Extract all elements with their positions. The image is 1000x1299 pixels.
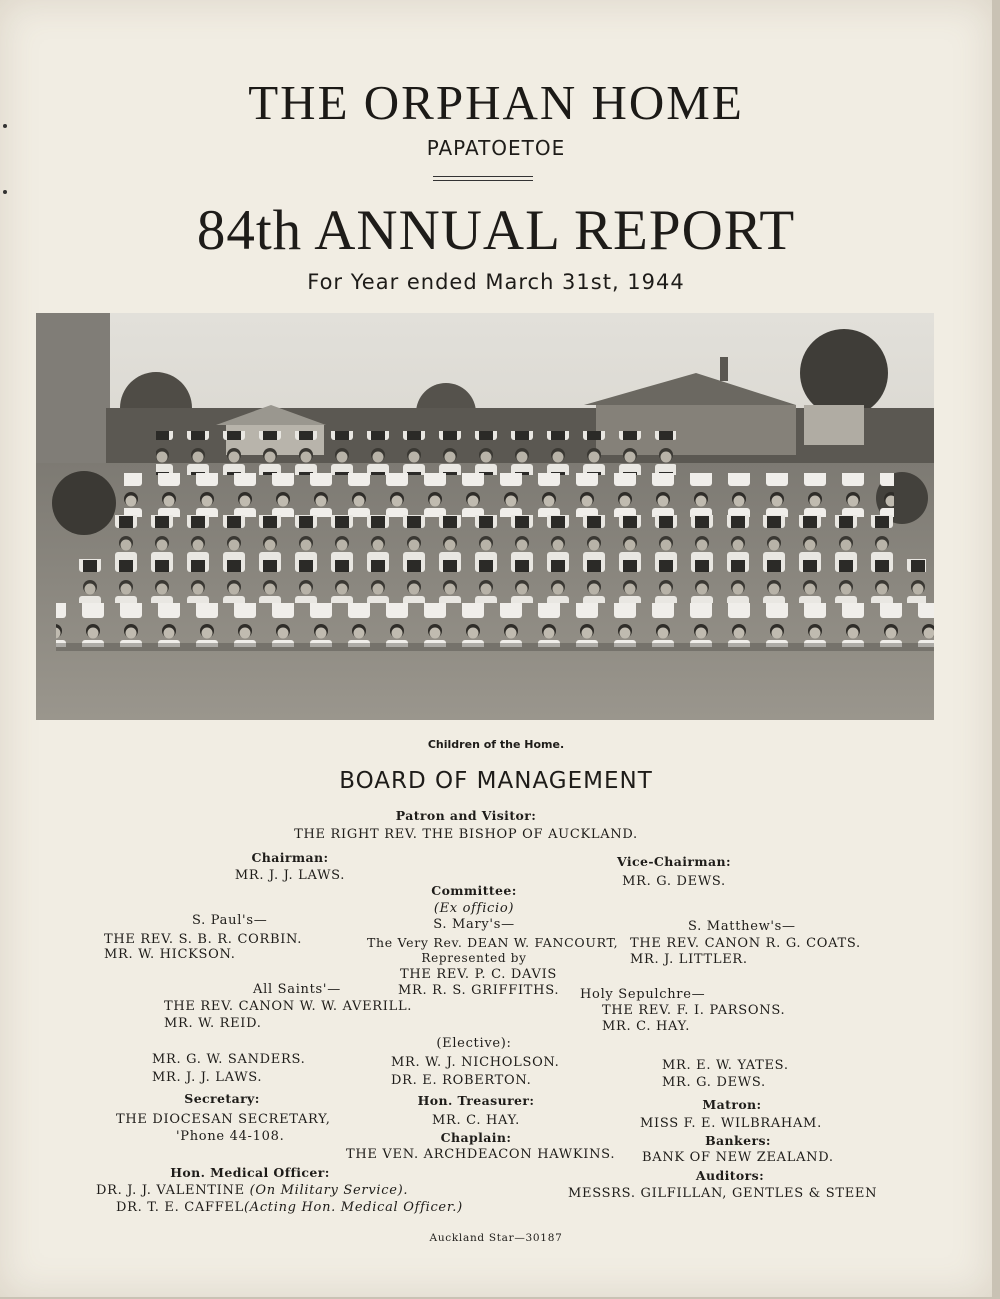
st-marys-member: THE REV. P. C. DAVIS (400, 967, 558, 982)
patron-label: Patron and Visitor: (395, 808, 537, 823)
chaplain-name: THE VEN. ARCHDEACON HAWKINS. (346, 1147, 616, 1162)
report-heading: 84th ANNUAL REPORT (196, 199, 796, 262)
report-year: For Year ended March 31st, 1944 (307, 270, 685, 294)
st-matthews-member: THE REV. CANON R. G. COATS. (630, 936, 861, 951)
st-pauls-label: S. Paul's— (192, 913, 268, 928)
secretary-phone: 'Phone 44-108. (176, 1129, 285, 1144)
photo-caption: Children of the Home. (427, 738, 565, 751)
medical-officer-note: (On Military Service). (249, 1183, 409, 1198)
st-marys-member: MR. R. S. GRIFFITHS. (398, 983, 560, 998)
auditors-label: Auditors: (695, 1168, 765, 1183)
printer-imprint: Auckland Star—30187 (429, 1232, 563, 1244)
group-photo (36, 313, 934, 720)
medical-officer-label: Hon. Medical Officer: (170, 1165, 330, 1180)
double-rule-top (433, 176, 533, 177)
all-saints-member: THE REV. CANON W. W. AVERILL. (164, 999, 413, 1014)
chairman-label: Chairman: (251, 850, 329, 865)
double-rule-bottom (433, 180, 533, 181)
all-saints-member: MR. W. REID. (164, 1016, 262, 1031)
elective-member: MR. J. J. LAWS. (152, 1070, 263, 1085)
ex-officio-label: (Ex officio) (433, 901, 515, 916)
holy-sepulchre-member: MR. C. HAY. (602, 1019, 691, 1034)
st-marys-member: The Very Rev. DEAN W. FANCOURT, (367, 935, 619, 950)
board-heading: BOARD OF MANAGEMENT (339, 768, 653, 794)
elective-member: MR. E. W. YATES. (662, 1058, 789, 1073)
patron-name: THE RIGHT REV. THE BISHOP OF AUCKLAND. (294, 827, 638, 842)
chairman-name: MR. J. J. LAWS. (234, 868, 346, 883)
st-pauls-member: MR. W. HICKSON. (104, 947, 236, 962)
punch-mark (3, 190, 7, 194)
auditors-name: MESSRS. GILFILLAN, GENTLES & STEEN (568, 1186, 878, 1201)
medical-officer-note: (Acting Hon. Medical Officer.) (243, 1200, 463, 1215)
st-marys-note: Represented by (421, 951, 527, 965)
bankers-name: BANK OF NEW ZEALAND. (642, 1150, 834, 1165)
medical-officer-row (116, 1200, 463, 1215)
st-matthews-label: S. Matthew's— (688, 919, 796, 934)
st-pauls-member: THE REV. S. B. R. CORBIN. (104, 932, 303, 947)
elective-member: DR. E. ROBERTON. (391, 1073, 532, 1088)
vice-chairman-label: Vice-Chairman: (616, 854, 732, 869)
medical-officer-row (96, 1183, 408, 1198)
committee-label: Committee: (431, 883, 517, 898)
secretary-label: Secretary: (184, 1091, 260, 1106)
st-matthews-member: MR. J. LITTLER. (630, 952, 748, 967)
medical-officer-name: DR. J. J. VALENTINE (96, 1183, 245, 1198)
vice-chairman-name: MR. G. DEWS. (622, 874, 726, 889)
chaplain-label: Chaplain: (440, 1130, 512, 1145)
matron-label: Matron: (702, 1097, 762, 1112)
group-photo-illustration (36, 313, 934, 720)
treasurer-label: Hon. Treasurer: (417, 1093, 535, 1108)
matron-name: MISS F. E. WILBRAHAM. (640, 1116, 822, 1131)
medical-officer-name: DR. T. E. CAFFEL (116, 1200, 244, 1215)
all-saints-label: All Saints'— (253, 982, 341, 997)
st-marys-label: S. Mary's— (433, 917, 515, 932)
elective-member: MR. W. J. NICHOLSON. (391, 1055, 560, 1070)
secretary-name: THE DIOCESAN SECRETARY, (116, 1112, 331, 1127)
treasurer-name: MR. C. HAY. (431, 1113, 521, 1128)
holy-sepulchre-label: Holy Sepulchre— (580, 987, 706, 1002)
holy-sepulchre-member: THE REV. F. I. PARSONS. (602, 1003, 786, 1018)
report-title: THE ORPHAN HOME (248, 75, 744, 130)
elective-member: MR. G. DEWS. (662, 1075, 766, 1090)
elective-label: (Elective): (436, 1036, 512, 1051)
elective-member: MR. G. W. SANDERS. (152, 1052, 306, 1067)
report-location: PAPATOETOE (426, 136, 566, 160)
bankers-label: Bankers: (705, 1133, 771, 1148)
